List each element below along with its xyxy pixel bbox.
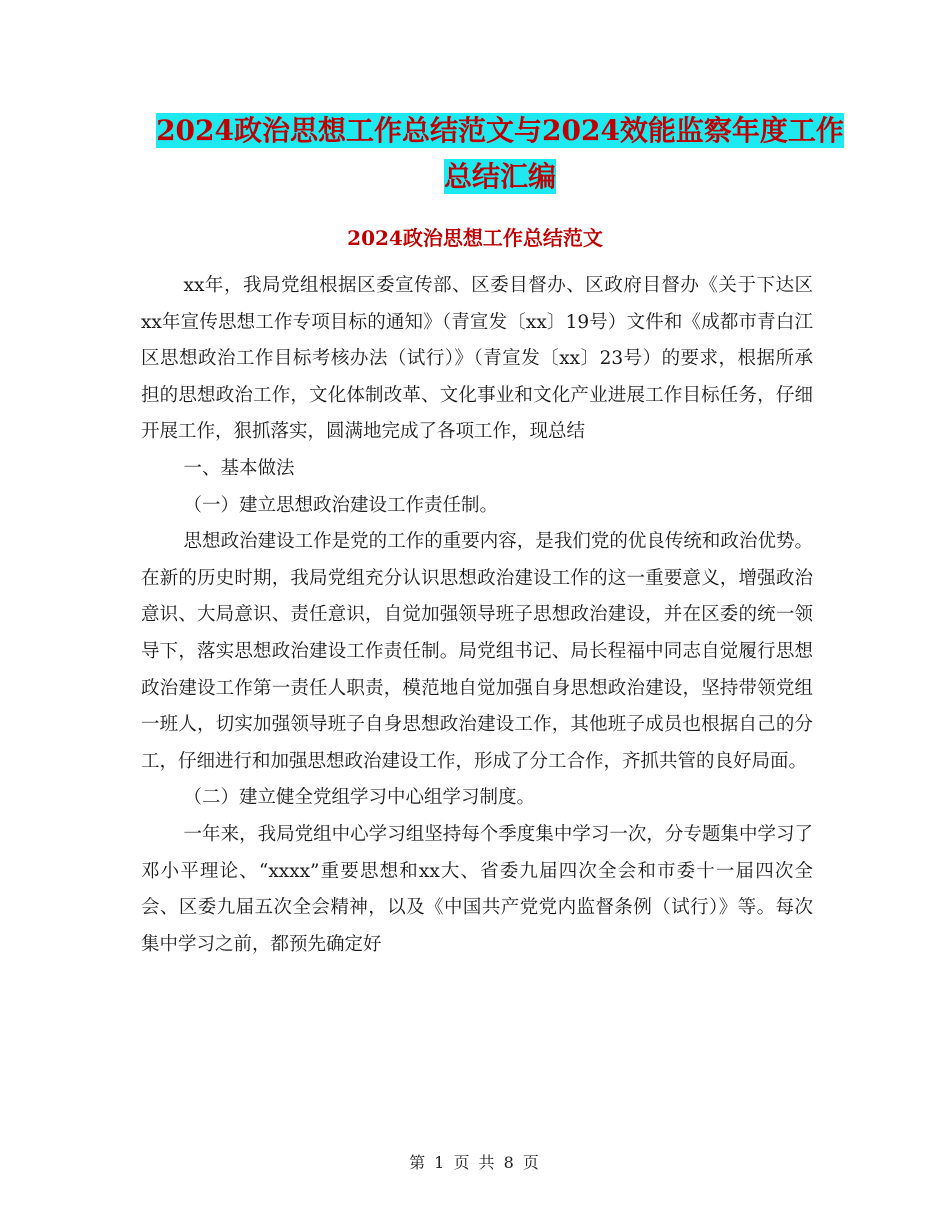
subheading-responsibility-system: （一）建立思想政治建设工作责任制。 (183, 494, 499, 516)
paragraph-responsibility-system: 思想政治建设工作是党的工作的重要内容，是我们党的优良传统和政治优势。在新的历史时期，我局党组充分认识思想政治建设工作的这一重要意义，增强政治意识、大局意识、责任意识，自觉加强领导班子思想政治建设，并在区委的统一领导下，落实思想政治建设工作责任制。局党组书记、局长程福中同志自觉履行思想政治建设工作第一责任人职责，模范地自觉加强自身思想政治建设，坚持带领党组一班人，切实加强领导班子自身思想政治建设工作，其他班子成员也根据自己的分工，仔细进行和加强思想政治建设工作，形成了分工合作，齐抓共管的良好局面。 (141, 531, 813, 772)
heading-basic-practices: 一、基本做法 (183, 457, 295, 479)
document-body (141, 268, 813, 963)
subheading-study-system: （二）建立健全党组学习中心组学习制度。 (183, 787, 536, 809)
document-title (150, 108, 850, 200)
section-title: 2024政治思想工作总结范文 (347, 226, 603, 250)
paragraph-study-system: 一年来，我局党组中心学习组坚持每个季度集中学习一次，分专题集中学习了邓小平理论、“xxxx”重要思想和xx大、省委九届四次全会和市委十一届四次全会、区委九届五次全会精神，以及《中国共产党党内监督条例（试行）》等。每次集中学习之前，都预先确定好 (141, 823, 813, 955)
page-footer: 第 1 页 共 8 页 (409, 1153, 541, 1172)
paragraph-intro: xx年，我局党组根据区委宣传部、区委目督办、区政府目督办《关于下达区xx年宣传思想工作专项目标的通知》（青宣发〔xx〕19号）文件和《成都市青白江区思想政治工作目标考核办法（试行）》（青宣发〔xx〕23号）的要求，根据所承担的思想政治工作，文化体制改革、文化事业和文化产业进展工作目标任务，仔细开展工作，狠抓落实，圆满地完成了各项工作，现总结 (141, 275, 813, 443)
document-title-line-1: 2024政治思想工作总结范文与2024效能监察年度工作 (156, 114, 844, 147)
document-title-line-2: 总结汇编 (443, 160, 556, 193)
